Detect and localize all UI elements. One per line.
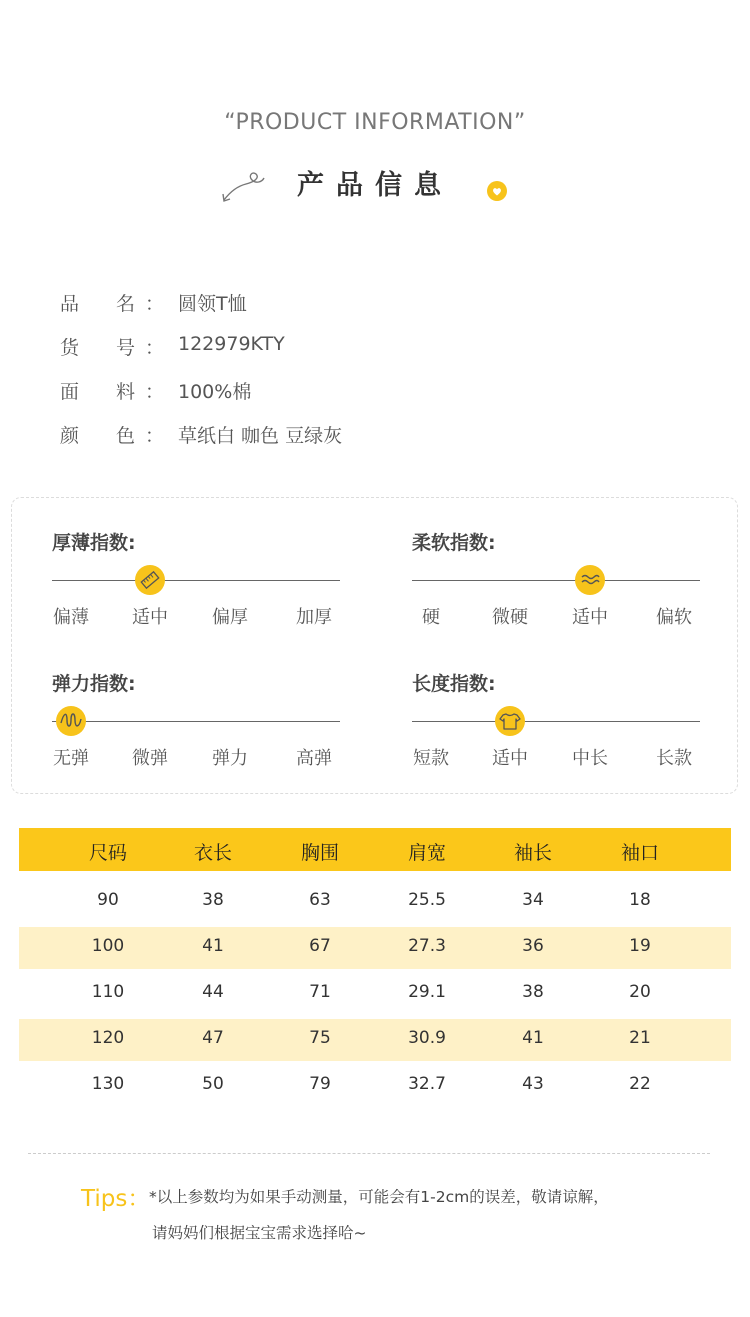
index-option-label: 微硬 xyxy=(492,607,528,628)
table-header-cell: 胸围 xyxy=(300,842,339,864)
table-cell: 90 xyxy=(97,890,119,910)
english-section-title: “PRODUCT INFORMATION” xyxy=(224,110,526,135)
table-cell: 30.9 xyxy=(408,1028,446,1048)
table-cell: 47 xyxy=(202,1028,224,1048)
table-cell: 29.1 xyxy=(408,982,446,1002)
divider xyxy=(28,1153,710,1154)
table-cell: 34 xyxy=(522,890,544,910)
index-option-label: 适中 xyxy=(132,607,168,628)
index-option-label: 微弹 xyxy=(132,748,168,769)
info-label xyxy=(60,377,135,404)
table-cell: 19 xyxy=(629,936,651,956)
info-row xyxy=(60,333,460,363)
table-header-cell: 袖长 xyxy=(513,842,552,864)
index-option-label: 长款 xyxy=(656,748,692,769)
table-header-cell: 袖口 xyxy=(620,842,659,864)
table-cell: 63 xyxy=(309,890,331,910)
table-cell: 67 xyxy=(309,936,331,956)
info-label-char: 号 xyxy=(115,337,135,359)
index-option-label: 适中 xyxy=(572,607,608,628)
table-cell: 38 xyxy=(522,982,544,1002)
info-label xyxy=(60,289,135,316)
tips-label: Tips： xyxy=(81,1186,151,1212)
table-cell: 71 xyxy=(309,982,331,1002)
index-option-label: 偏厚 xyxy=(212,607,248,628)
index-option-label: 适中 xyxy=(492,748,528,769)
index-option-label: 高弹 xyxy=(296,748,332,769)
index-option-label: 弹力 xyxy=(212,748,248,769)
table-cell: 41 xyxy=(202,936,224,956)
table-cell: 120 xyxy=(91,1028,125,1048)
index-title: 厚薄指数: xyxy=(52,532,136,554)
info-label-char: 色 xyxy=(115,425,135,447)
table-cell: 75 xyxy=(309,1028,331,1048)
spring-icon xyxy=(56,706,86,736)
table-cell: 79 xyxy=(309,1074,331,1094)
table-cell: 110 xyxy=(91,982,125,1002)
index-track xyxy=(52,721,340,722)
table-cell: 100 xyxy=(91,936,125,956)
info-label-char: 颜 xyxy=(60,425,80,447)
info-label-char: 货 xyxy=(60,337,80,359)
info-value: 100%棉 xyxy=(178,381,252,403)
index-option-label: 无弹 xyxy=(53,748,89,769)
info-row xyxy=(60,289,460,319)
info-value: 122979KTY xyxy=(178,333,285,355)
index-option-label: 加厚 xyxy=(296,607,332,628)
info-value: 圆领T恤 xyxy=(178,293,247,315)
table-header-cell: 衣长 xyxy=(193,842,232,864)
index-title: 弹力指数: xyxy=(52,673,136,695)
table-cell: 32.7 xyxy=(408,1074,446,1094)
info-row xyxy=(60,377,460,407)
table-cell: 25.5 xyxy=(408,890,446,910)
table-cell: 18 xyxy=(629,890,651,910)
index-option-label: 偏软 xyxy=(656,607,692,628)
table-cell: 36 xyxy=(522,936,544,956)
index-title: 柔软指数: xyxy=(412,532,496,554)
info-label-char: 料 xyxy=(115,381,135,403)
info-colon: ： xyxy=(145,425,165,447)
table-header-cell: 尺码 xyxy=(88,842,127,864)
index-option-label: 中长 xyxy=(572,748,608,769)
tshirt-icon xyxy=(495,706,525,736)
tips-text-line-1: *以上参数均为如果手动测量，可能会有1-2cm的误差，敬请谅解， xyxy=(149,1188,609,1206)
table-cell: 41 xyxy=(522,1028,544,1048)
info-label-char: 名 xyxy=(115,293,135,315)
index-track xyxy=(412,580,700,581)
table-cell: 130 xyxy=(91,1074,125,1094)
info-row xyxy=(60,421,460,451)
info-label-char: 面 xyxy=(60,381,80,403)
info-colon: ： xyxy=(145,381,165,403)
index-track xyxy=(412,721,700,722)
table-cell: 22 xyxy=(629,1074,651,1094)
table-cell: 44 xyxy=(202,982,224,1002)
index-option-label: 硬 xyxy=(422,607,440,628)
info-label xyxy=(60,421,135,448)
ruler-icon xyxy=(135,565,165,595)
index-option-label: 偏薄 xyxy=(53,607,89,628)
table-cell: 43 xyxy=(522,1074,544,1094)
waves-icon xyxy=(575,565,605,595)
index-option-label: 短款 xyxy=(413,748,449,769)
table-header-cell: 肩宽 xyxy=(407,842,446,864)
info-label xyxy=(60,333,135,360)
table-cell: 20 xyxy=(629,982,651,1002)
table-cell: 21 xyxy=(629,1028,651,1048)
index-title: 长度指数: xyxy=(412,673,496,695)
info-colon: ： xyxy=(145,337,165,359)
info-label-char: 品 xyxy=(60,293,80,315)
info-colon: ： xyxy=(145,293,165,315)
info-value: 草纸白 咖色 豆绿灰 xyxy=(178,425,343,447)
tips-text-line-2: 请妈妈们根据宝宝需求选择哈~ xyxy=(152,1224,367,1242)
table-cell: 27.3 xyxy=(408,936,446,956)
chinese-section-title: 产品信息 xyxy=(297,170,453,201)
index-track xyxy=(52,580,340,581)
table-cell: 50 xyxy=(202,1074,224,1094)
heart-icon xyxy=(487,181,507,201)
table-cell: 38 xyxy=(202,890,224,910)
